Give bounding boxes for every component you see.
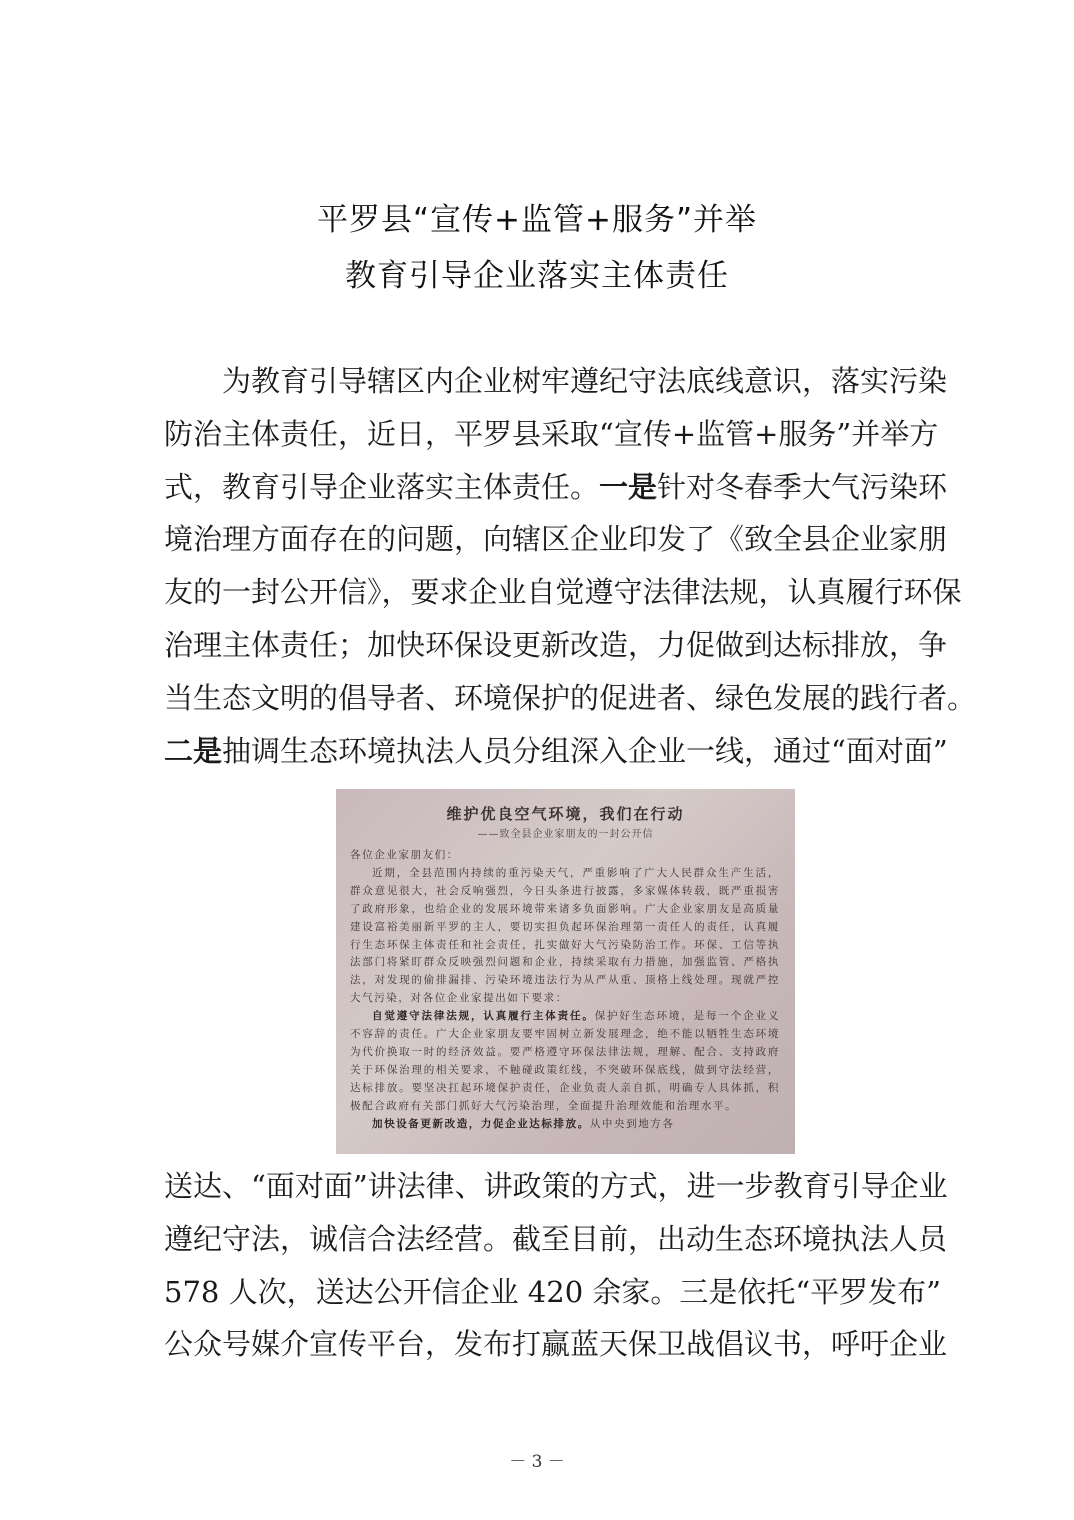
para1-line-3 bbox=[164, 461, 948, 514]
para2-line-1: 送达、“面对面”讲法律、讲政策的方式，进一步教育引导企业 bbox=[164, 1169, 948, 1203]
para1-line-7: 当生态文明的倡导者、环境保护的促进者、绿色发展的践行者。 bbox=[164, 680, 977, 715]
para1-line-5: 友的一封公开信》，要求企业自觉遵守法律法规，认真履行环保 bbox=[164, 575, 962, 610]
para1-line-3-text-a: 式，教育引导企业落实主体责任。 bbox=[164, 469, 600, 504]
photo-paragraph-3-text: 从中央到地方各 bbox=[589, 1117, 675, 1130]
para1-line-1: 为教育引导辖区内企业树牢遵纪守法底线意识，落实污染 bbox=[222, 364, 948, 398]
page-number: － 3 － bbox=[509, 1452, 565, 1472]
photo-paragraph-1: 近期，全县范围内持续的重污染天气，严重影响了广大人民群众生产生活，群众意见很大，社会反响强烈，今日头条进行披露，多家媒体转载，既严重损害了政府形象，也给企业的发展环境带来诸多负面影响。广大企业家朋友是高质量建设富裕美丽新平罗的主人，要切实担负起环保治理第一责任人的责任，认真履行生态环保主体责任和社会责任，扎实做好大气污染防治工作。环保、工信等执法部门将紧盯群众反映强烈问题和企业，持续采取有力措施，加强监管、严格执法，对发现的偷排漏排、污染环境违法行为从严从重、顶格上线处理。现就严控大气污染，对各位企业家提出如下要求： bbox=[350, 866, 780, 1005]
title-line-2: 教育引导企业落实主体责任 bbox=[345, 258, 729, 294]
para1-line-6: 治理主体责任；加快环保设更新改造，力促做到达标排放，争 bbox=[164, 627, 948, 662]
photo-paragraph-2 bbox=[350, 1008, 780, 1115]
para1-line-4: 境治理方面存在的问题，向辖区企业印发了《致全县企业家朋 bbox=[164, 522, 948, 557]
paragraph-2 bbox=[164, 1160, 948, 1371]
paragraph-1 bbox=[164, 355, 977, 777]
para1-line-8-text: 抽调生态环境执法人员分组深入企业一线，通过“面对面” bbox=[222, 733, 948, 768]
para1-line-8 bbox=[164, 725, 948, 778]
photo-paragraph-2-text: 保护好生态环境，是每一个企业义不容辞的责任。广大企业家朋友要牢固树立新发展理念，绝不能以牺牲生态环境为代价换取一时的经济效益。要严格遵守环保法律法规，理解、配合、支持政府关于环保治理的相关要求，不触碰政策红线，不突破环保底线，做到守法经营，达标排放。要坚决扛起环境保护责任，企业负责人亲自抓，明确专人具体抓，积极配合政府有关部门抓好大气污染治理，全面提升治理效能和治理水平。 bbox=[350, 1010, 780, 1112]
photo-subtitle: ——致全县企业家朋友的一封公开信 bbox=[477, 829, 654, 840]
photo-paragraph-2-heading: 自觉遵守法律法规，认真履行主体责任。 bbox=[372, 1010, 595, 1023]
para2-line-3: 578 人次，送达公开信企业 420 余家。三是依托“平罗发布” bbox=[164, 1274, 942, 1309]
keyword-second: 二是 bbox=[164, 733, 223, 768]
para2-line-4: 公众号媒介宣传平台，发布打赢蓝天保卫战倡议书，呼吁企业 bbox=[164, 1327, 948, 1362]
photo-body bbox=[350, 847, 780, 1134]
open-letter-photo bbox=[336, 789, 795, 1154]
para2-line-2: 遵纪守法，诚信合法经营。截至目前，出动生态环境执法人员 bbox=[164, 1221, 948, 1256]
keyword-first: 一是 bbox=[599, 469, 658, 504]
photo-title: 维护优良空气环境，我们在行动 bbox=[446, 805, 685, 823]
photo-paragraph-3 bbox=[350, 1116, 780, 1134]
photo-greeting: 各位企业家朋友们： bbox=[350, 849, 459, 861]
para1-line-2: 防治主体责任，近日，平罗县采取“宣传+监管+服务”并举方 bbox=[164, 416, 939, 451]
para1-line-3-text-c: 针对冬春季大气污染环 bbox=[657, 469, 948, 504]
photo-paragraph-3-heading: 加快设备更新改造，力促企业达标排放。 bbox=[372, 1117, 590, 1130]
title-line-1: 平罗县“宣传+监管+服务”并举 bbox=[316, 202, 758, 238]
